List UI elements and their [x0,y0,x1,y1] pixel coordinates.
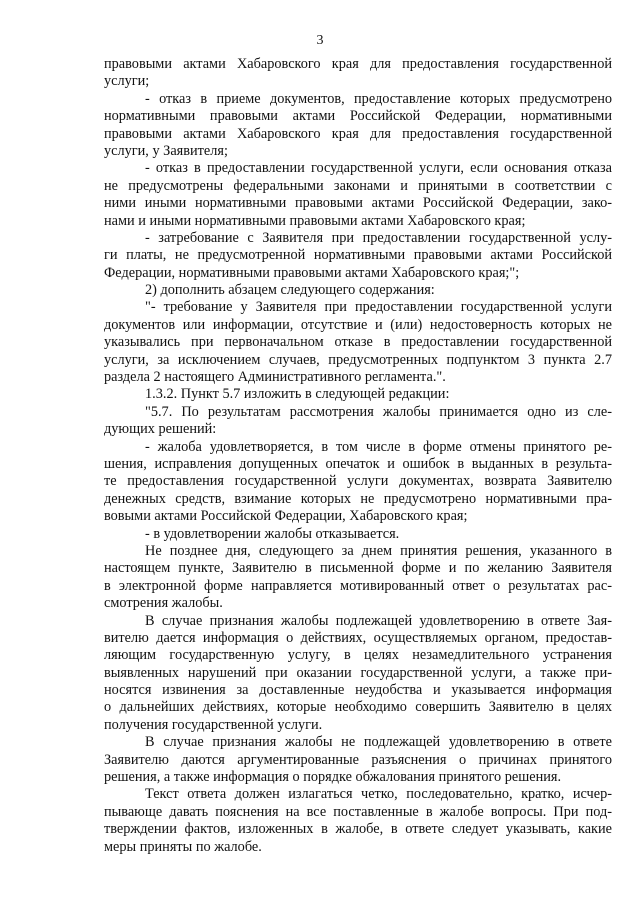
text-line: правовыми актами Хабаровского края для предоставления государственной [104,56,612,72]
text-line: ляющим государственную услугу, в целях незамедлительного устранения [104,647,612,664]
text-line: нами и иными нормативными правовыми актами Хабаровского края; [104,212,526,229]
paragraph [104,543,612,613]
text-line: - в удовлетворении жалобы отказывается. [145,525,400,542]
text-line: в электронной форме направляется мотивированный ответ о результатах рас- [104,577,612,594]
text-line: нормативными правовыми актами Российской Федерации, нормативными [104,108,612,125]
text-line: - отказ в предоставлении государственной услуги, если основания отказа [145,160,612,177]
text-line: вителю дается информация о действиях, осуществляемых органом, предостав- [104,629,612,646]
text-line: услуги; [104,73,150,90]
text-line: ними иными нормативными правовыми актами Российской Федерации, зако- [104,195,612,212]
paragraph [104,160,612,230]
paragraph [104,526,612,543]
text-line: смотрения жалобы. [104,595,223,612]
text-line: услуги, у Заявителя; [104,142,228,159]
text-line: Заявителю даются аргументированные разъяснения о причинах принятого [104,751,612,768]
text-line: "- требование у Заявителя при предоставлении государственной услуги [145,299,612,316]
paragraph [104,282,612,299]
text-line: - жалоба удовлетворяется, в том числе в форме отмены принятого ре- [145,438,612,455]
text-line: "5.7. По результатам рассмотрения жалобы принимается одно из сле- [145,403,612,420]
text-line: Текст ответа должен излагаться четко, последовательно, кратко, исчер- [145,786,612,803]
document-body [104,56,612,856]
text-line: меры приняты по жалобе. [104,838,262,855]
page-number: 3 [316,33,324,48]
paragraph [104,786,612,856]
text-line: документов или информации, отсутствие и (или) недостоверность которых не [104,316,612,333]
text-line: - затребование с Заявителя при предоставлении государственной услу- [145,229,612,246]
text-line: - отказ в приеме документов, предоставление которых предусмотрено [145,90,612,107]
paragraph [104,404,612,439]
text-line: раздела 2 настоящего Административного регламента.". [104,369,446,386]
text-line: В случае признания жалобы подлежащей удовлетворению в ответе Зая- [145,612,612,629]
text-line: выявленных нарушений при оказании государственной услуги, а также при- [104,664,612,681]
text-line: пывающе давать пояснения на все поставленные в жалобе вопросы. При под- [104,803,612,820]
text-line: дующих решений: [104,421,217,438]
text-line: шения, исправления допущенных опечаток и ошибок в выданных в результа- [104,455,612,472]
text-line: В случае признания жалобы не подлежащей удовлетворению в ответе [145,734,612,751]
paragraph [104,299,612,386]
text-line: носятся извинения за доставленные неудобства и указывается информация [104,682,612,699]
paragraph [104,613,612,735]
text-line: решения, а также информация о порядке обжалования принятого решения. [104,769,562,786]
text-line: Федерации, нормативными правовыми актами Хабаровского края;"; [104,264,520,281]
paragraph [104,91,612,161]
text-line: указывались при первоначальном отказе в предоставлении государственной [104,334,612,351]
text-line: Не позднее дня, следующего за днем принятия решения, указанного в [145,542,612,559]
text-line: получения государственной услуги. [104,716,323,733]
text-line: денежных средств, взимание которых не предусмотрено нормативными пра- [104,490,612,507]
text-line: 1.3.2. Пункт 5.7 изложить в следующей редакции: [145,386,450,403]
text-line: правовыми актами Хабаровского края для предоставления государственной [104,125,612,142]
paragraph [104,734,612,786]
text-line: о дальнейших действиях, которые необходимо совершить Заявителю в целях [104,699,612,716]
text-line: 2) дополнить абзацем следующего содержания: [145,282,435,299]
text-line: вовыми актами Российской Федерации, Хабаровского края; [104,508,468,525]
text-line: услуги, за исключением случаев, предусмотренных подпунктом 3 пункта 2.7 [104,351,612,368]
text-line: ги платы, не предусмотренной нормативными правовыми актами Российской [104,247,612,264]
text-line: те предоставления государственной услуги документах, возврата Заявителю [104,473,612,490]
text-line: тверждении фактов, изложенных в жалобе, в ответе следует указывать, какие [104,821,612,838]
paragraph [104,56,612,91]
text-line: настоящем пункте, Заявителю в письменной форме и по желанию Заявителя [104,560,612,577]
text-line: не предусмотрены федеральными законами и принятыми в соответствии с [104,177,612,194]
paragraph [104,439,612,526]
paragraph [104,230,612,282]
paragraph [104,386,612,403]
